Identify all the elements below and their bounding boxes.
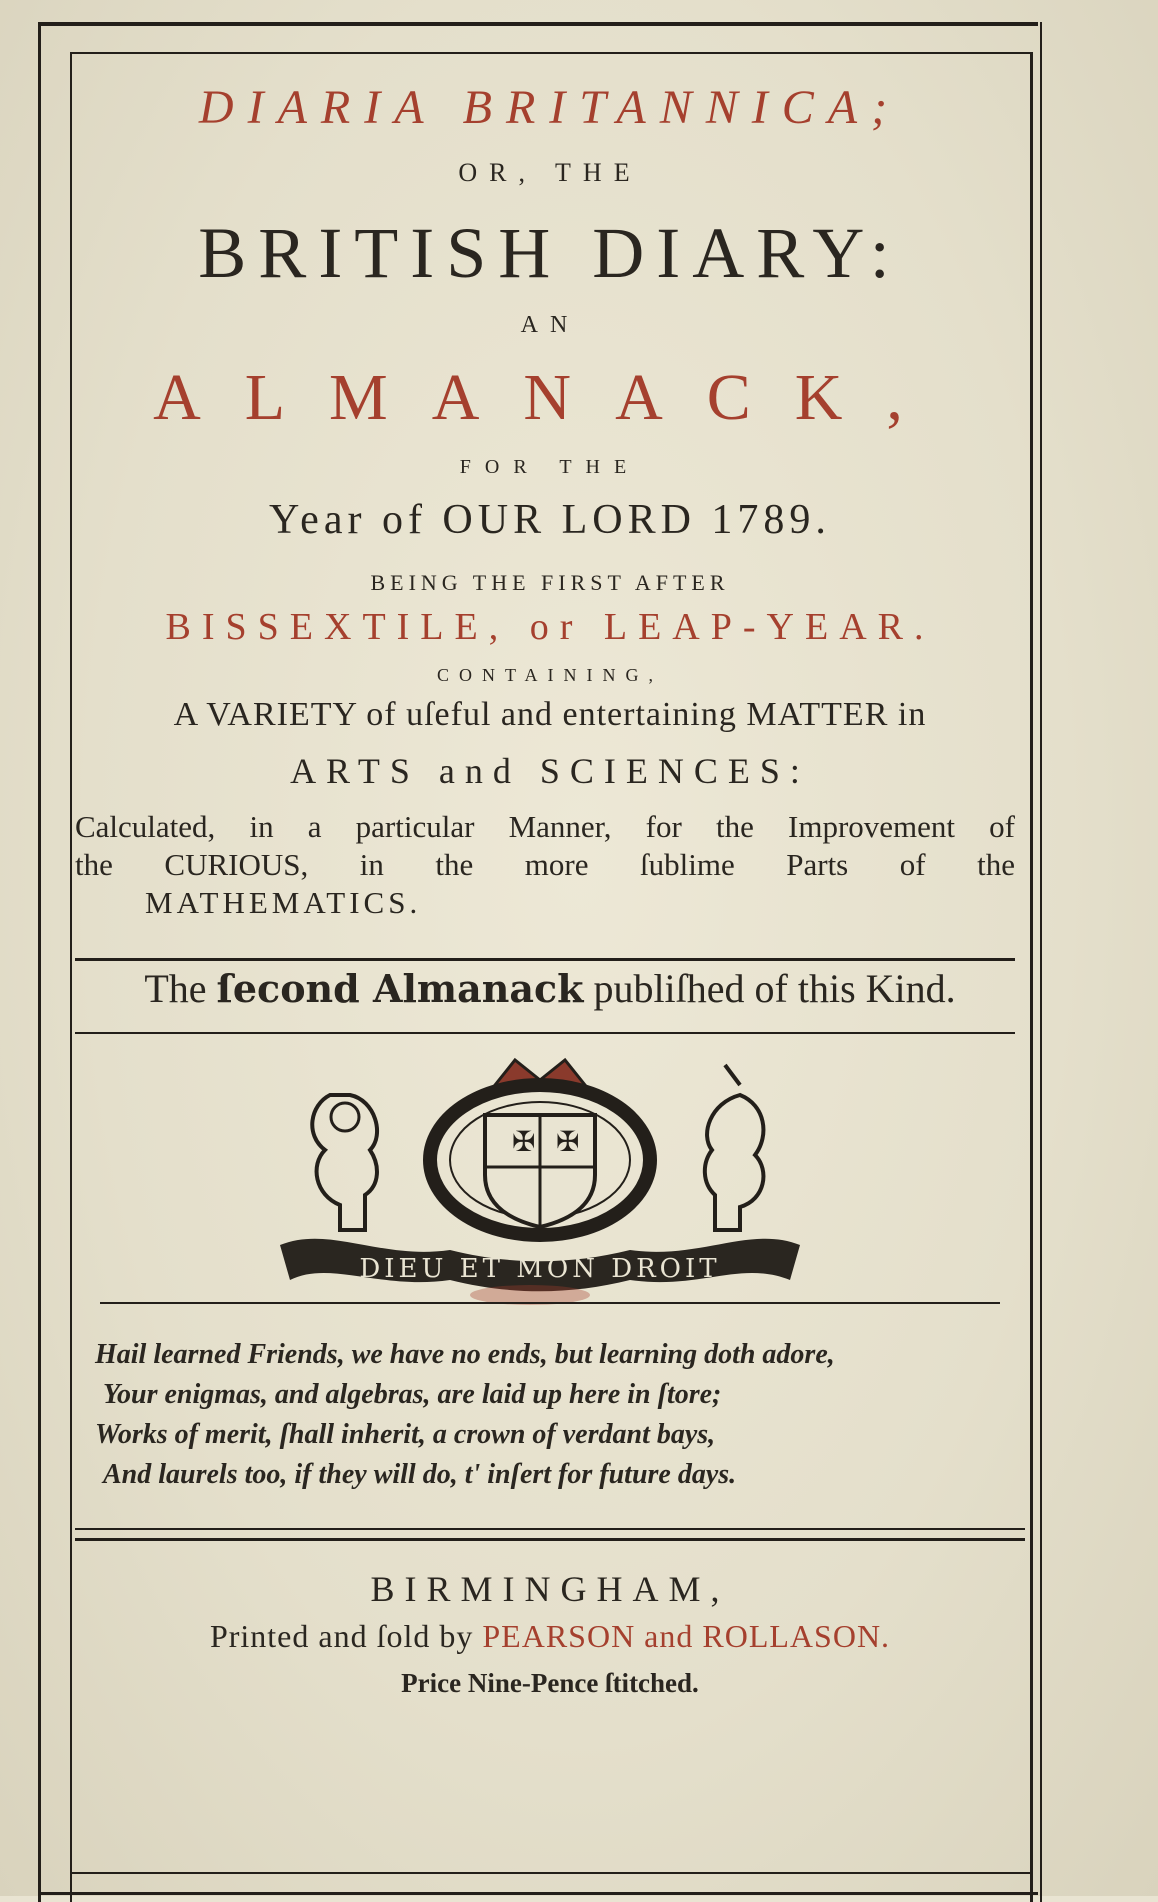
frame-rule-top-outer: [38, 22, 1038, 26]
verse-line-3: Works of merit, ſhall inherit, a crown of verdant bays,: [95, 1419, 716, 1450]
imprint-rule-top-thick: [75, 1538, 1025, 1541]
latin-title: DIARIA BRITANNICA;: [198, 81, 902, 134]
svg-text:DIEU ET MON DROIT: DIEU ET MON DROIT: [359, 1254, 721, 1284]
or-the-line: OR, THE: [458, 158, 642, 187]
frame-rule-top-inner: [70, 52, 1032, 54]
svg-text:✠: ✠: [556, 1125, 580, 1158]
svg-text:✠: ✠: [512, 1125, 536, 1158]
imprint-printed-pre: Printed and ſold by: [209, 1618, 483, 1654]
frame-rule-bottom-outer: [38, 1892, 1038, 1895]
english-title: BRITISH DIARY:: [198, 213, 902, 293]
calculated-line-2: the CURIOUS, in the more ſublime Parts of the: [75, 847, 1015, 882]
being-line: BEING THE FIRST AFTER: [370, 570, 730, 595]
second-notice-pre: The: [144, 966, 217, 1011]
imprint-printers-line: [90, 1618, 1010, 1655]
imprint-rule-top-thin: [75, 1528, 1025, 1530]
almanack-title: ALMANACK,: [153, 361, 947, 434]
year-line: Year of OUR LORD 1789.: [269, 497, 831, 543]
an-line: AN: [520, 312, 580, 338]
second-almanack-notice: [90, 965, 1010, 1012]
royal-coat-of-arms-icon: [270, 1055, 810, 1305]
frame-rule-right-outer: [1040, 22, 1042, 1902]
frame-rule-left-inner: [70, 52, 72, 1902]
verse-rule: [100, 1302, 1000, 1304]
frame-rule-bottom-inner: [70, 1872, 1032, 1874]
second-notice-rule-top: [75, 958, 1015, 961]
second-notice-blackletter: ſecond Almanack: [216, 966, 584, 1011]
for-the-line: FOR THE: [459, 456, 641, 478]
second-notice-post: publiſhed of this Kind.: [583, 966, 956, 1011]
calculated-line-1: Calculated, in a particular Manner, for the Improvement of: [75, 809, 1015, 844]
arts-sciences-line: ARTS and SCIENCES:: [290, 751, 810, 791]
variety-line: A VARIETY of uſeful and entertaining MATTER in: [173, 696, 927, 733]
verse-line-4: And laurels too, if they will do, t' inſert for future days.: [103, 1459, 737, 1490]
second-notice-rule-bottom: [75, 1032, 1015, 1034]
bissextile-line: BISSEXTILE, or LEAP-YEAR.: [165, 606, 935, 648]
verse-block: [95, 1335, 1015, 1495]
frame-rule-right-inner: [1030, 52, 1033, 1902]
imprint-printers: PEARSON and ROLLASON.: [482, 1618, 891, 1654]
calculated-line-3: MATHEMATICS.: [145, 885, 422, 920]
imprint-city: BIRMINGHAM,: [370, 1569, 730, 1609]
verse-line-2: Your enigmas, and algebras, are laid up here in ſtore;: [103, 1379, 722, 1410]
frame-rule-left-outer: [38, 22, 41, 1902]
imprint-price: Price Nine-Pence ſtitched.: [401, 1668, 699, 1698]
containing-line: CONTAINING,: [436, 665, 664, 685]
verse-line-1: Hail learned Friends, we have no ends, but learning doth adore,: [95, 1339, 835, 1370]
calculated-paragraph: [75, 808, 1015, 922]
